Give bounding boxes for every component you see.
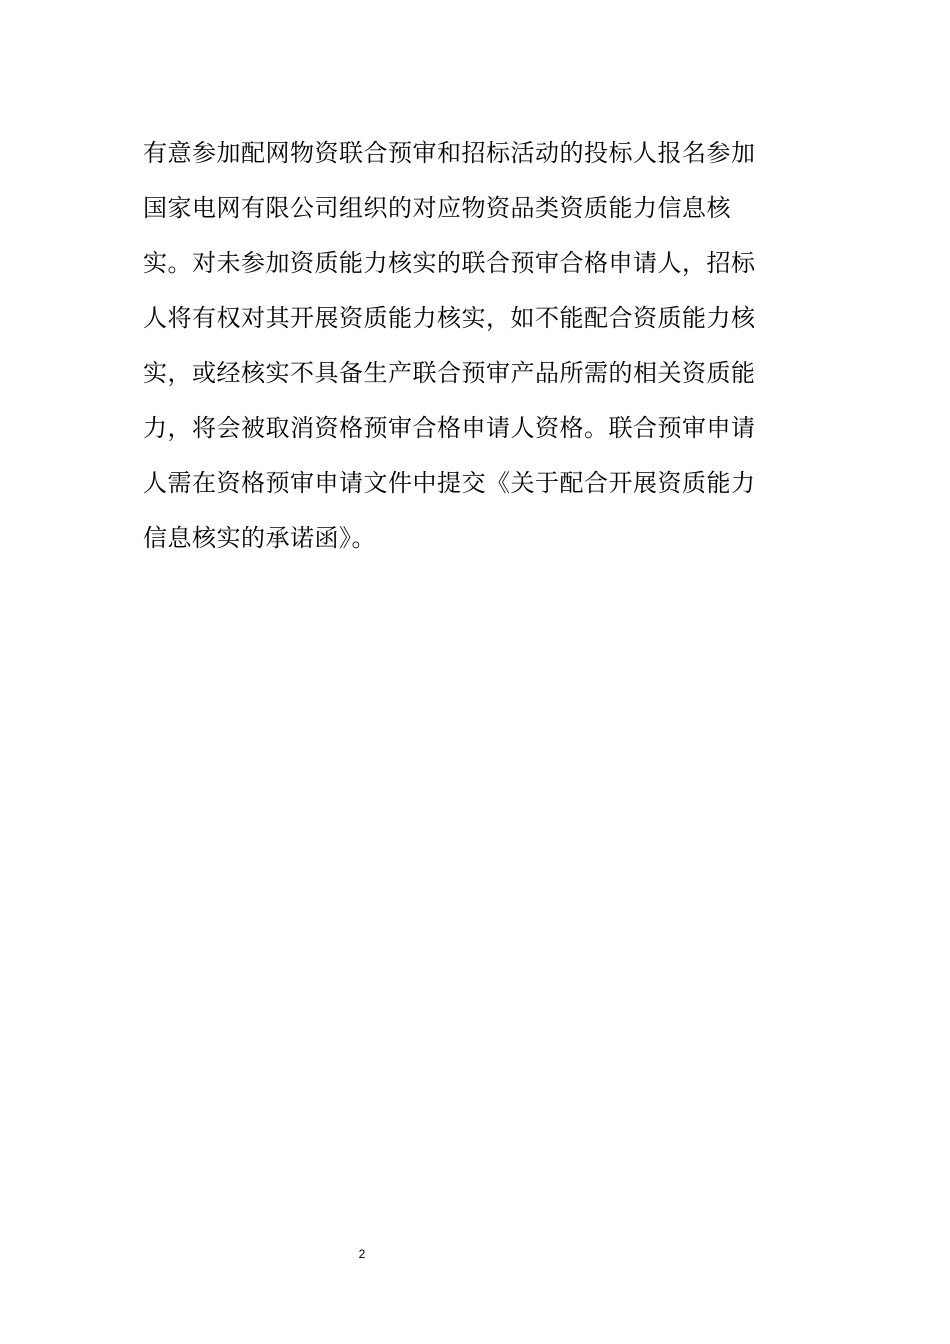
- page-number: 2: [358, 1247, 366, 1261]
- paragraph-line-5: 实，或经核实不具备生产联合预审产品所需的相关资质能: [143, 359, 756, 387]
- paragraph-line-4: 人将有权对其开展资质能力核实，如不能配合资质能力核: [143, 304, 756, 332]
- paragraph-line-1: 有意参加配网物资联合预审和招标活动的投标人报名参加: [143, 139, 756, 167]
- paragraph-line-8: 信息核实的承诺函》。: [143, 524, 376, 552]
- paragraph-line-6: 力，将会被取消资格预审合格申请人资格。联合预审申请: [143, 414, 756, 442]
- paragraph-line-7: 人需在资格预审申请文件中提交《关于配合开展资质能力: [143, 469, 756, 497]
- body-paragraph: [143, 126, 815, 566]
- paragraph-line-3: 实。对未参加资质能力核实的联合预审合格申请人，招标: [143, 249, 756, 277]
- paragraph-line-2: 国家电网有限公司组织的对应物资品类资质能力信息核: [143, 194, 731, 222]
